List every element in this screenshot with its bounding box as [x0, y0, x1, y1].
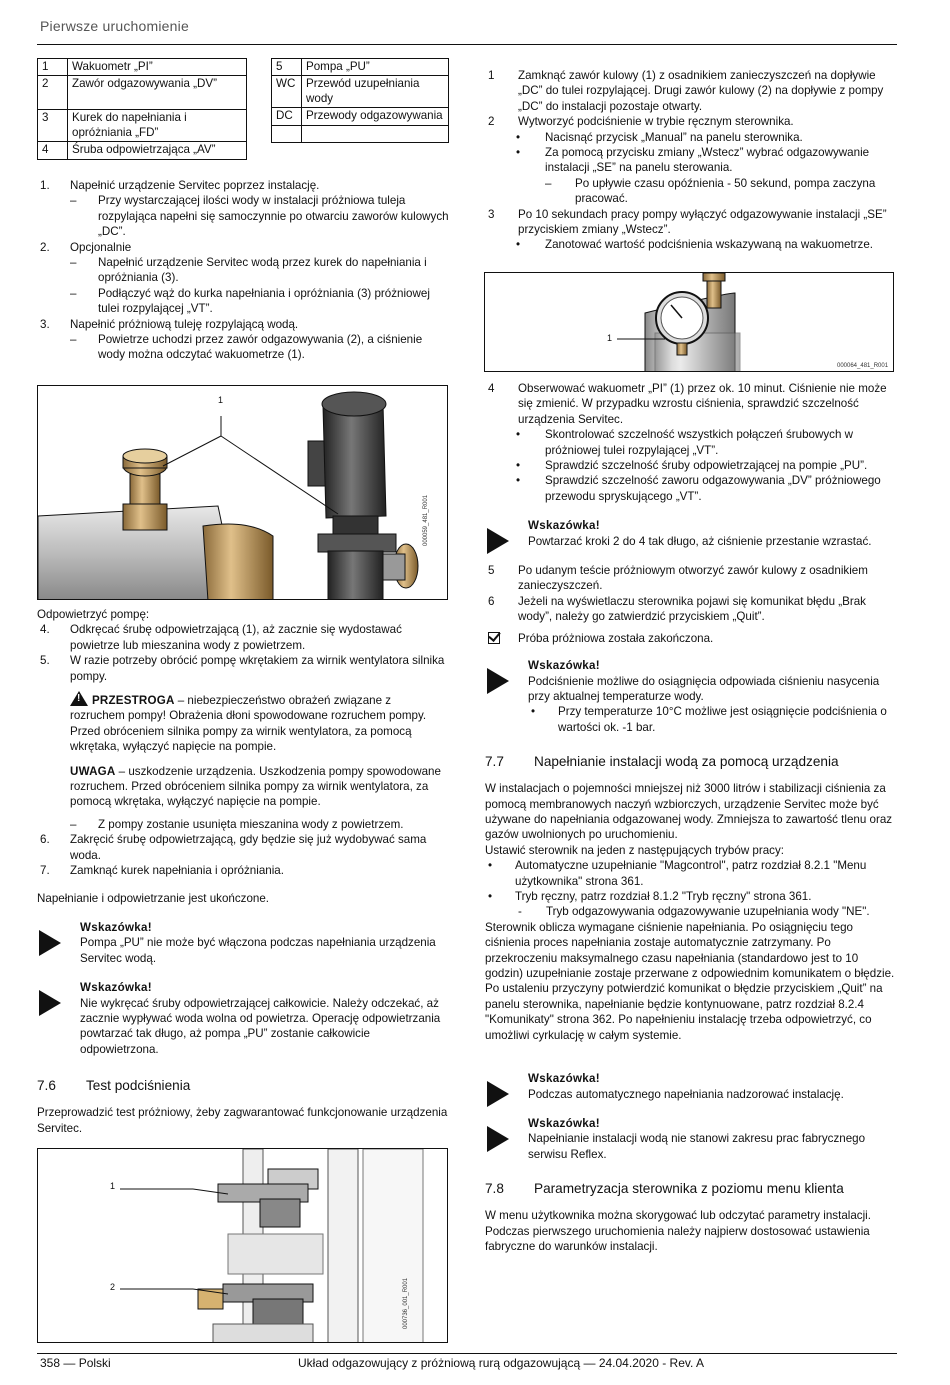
- section-number: 7.6: [37, 1078, 56, 1094]
- step-text: W razie potrzeby obrócić pompę wkrętakiem za wirnik wentylatora silnika pompy.: [70, 654, 445, 683]
- step-text: Po udanym teście próżniowym otworzyć zawór kulowy z osadnikiem zanieczyszczeń.: [518, 564, 868, 593]
- figure-vacuum-gauge: [484, 272, 894, 372]
- section-7-6-heading: [37, 1077, 449, 1095]
- figure-code: 000059_481_R001: [423, 494, 429, 546]
- note-title: Wskazówka!: [528, 519, 600, 533]
- step-number: 2.: [40, 240, 50, 254]
- section-title: Test podciśnienia: [86, 1078, 191, 1094]
- section-number: 7.7: [485, 754, 504, 770]
- step-r4-bullet-1: • Skontrolować szczelność wszystkich połączeń śrubowych w próżniowej tulei rozpylającej „VT”.: [516, 428, 853, 457]
- section-7-8-text: W menu użytkownika można skorygować lub odczytać parametry instalacji. Podczas pierwszego uruchomienia należy najpierw dostosować ustawienia fabryczne do warunków instalacji.: [485, 1209, 871, 1254]
- step-6: [37, 832, 449, 863]
- figure-code: 000736_001_R001: [403, 1277, 409, 1329]
- notice-block: [37, 764, 449, 810]
- table-row: [272, 125, 449, 142]
- note-4: [485, 658, 897, 735]
- table-row: [272, 76, 449, 108]
- detail-text: Przy wystarczającej ilości wody w instalacji próżniowa tuleja rozpylająca napełni się samoczynnie po otwarciu zaworów kulowych „DC”.: [98, 194, 449, 239]
- legend-text: Pompa „PU”: [302, 59, 449, 76]
- bullet-text: Nacisnąć przycisk „Manual” na panelu sterownika.: [545, 130, 803, 144]
- section-7-7-bullet-1: • Automatyczne uzupełnianie "Magcontrol", patrz rozdział 8.2.1 "Menu użytkownika" strona 361.: [488, 859, 867, 888]
- right-column: [485, 68, 897, 253]
- step-r2-bullet-2: • Za pomocą przycisku zmiany „Wstecz” wybrać odgazowywanie instalacji „SE” na panelu sterowania.: [516, 146, 870, 175]
- step-number: 4.: [40, 623, 50, 637]
- table-row: [38, 142, 247, 159]
- note-title: Wskazówka!: [80, 981, 152, 995]
- step-1: [37, 178, 449, 193]
- notice-label: UWAGA: [70, 764, 116, 778]
- detail-text: Po upływie czasu opóźnienia - 50 sekund, pompa zaczyna pracować.: [575, 176, 876, 206]
- vacuum-test-illustration: [38, 1149, 448, 1343]
- footer-document-title: Układ odgazowujący z próżniową rurą odgazowującą — 24.04.2020 - Rev. A: [298, 1356, 705, 1370]
- step-text: Zamknąć zawór kulowy (1) z osadnikiem zanieczyszczeń na dopływie „DC” do tulei rozpylającej. Drugi zawór kulowy (2) na dopływie z pompy „DC” do instalacji pozostaje otwarty.: [518, 69, 884, 113]
- figure-vacuum-test: [37, 1148, 448, 1343]
- figure-callout-1: 1: [110, 1181, 116, 1191]
- result-line: [485, 631, 897, 646]
- section-7-8-heading: [485, 1180, 897, 1198]
- section-7-7-bullet-2: • Tryb ręczny, patrz rozdział 8.1.2 "Tryb ręczny" strona 361.: [488, 890, 812, 904]
- detail-text: Powietrze uchodzi przez zawór odgazowywania (2), a ciśnienie wody można odczytać wakuometrze (1).: [98, 333, 423, 362]
- detail-text: Z pompy zostanie usunięta mieszanina wody z powietrzem.: [98, 817, 404, 831]
- note-text: Nie wykręcać śruby odpowietrzającej całkowicie. Należy odczekać, aż zacznie wypływać woda wolna od powietrza. Operację odpowietrzania powtarzać tak długo, aż pompa „PU” zostanie całkowicie odpowietrzona.: [80, 996, 441, 1056]
- note-arrow-icon: [487, 1081, 509, 1107]
- caution-label: PRZESTROGA: [92, 694, 175, 708]
- bullet-text: Za pomocą przycisku zmiany „Wstecz” wybrać odgazowywanie instalacji „SE” na panelu sterowania.: [545, 146, 870, 175]
- legend-text: [302, 125, 449, 142]
- step-4: [37, 622, 449, 653]
- note-5: [485, 1071, 897, 1102]
- step-r2-detail: – Po upływie czasu opóźnienia - 50 sekund, pompa zaczyna pracować.: [545, 176, 876, 206]
- step-3: [37, 317, 449, 332]
- step-r4-bullet-2: • Sprawdzić szczelność śruby odpowietrzającej na pompie „PU”.: [516, 459, 868, 473]
- step-number: 1.: [40, 179, 50, 192]
- note-arrow-icon: [487, 668, 509, 694]
- step-r5: [485, 563, 897, 594]
- figure-pump: [37, 385, 448, 600]
- table-row: [38, 110, 247, 142]
- legend-text: Zawór odgazowywania „DV”: [68, 76, 247, 110]
- note-arrow-icon: [487, 1126, 509, 1152]
- note-4-bullet: • Przy temperaturze 10°C możliwe jest osiągnięcie podciśnienia o wartości ok. -1 bar.: [531, 705, 887, 734]
- step-r6: [485, 594, 897, 625]
- step-text: Obserwować wakuometr „PI” (1) przez ok. 10 minut. Ciśnienie nie może się zmienić. W przypadku wzrostu ciśnienia, sprawdzić szczelność urządzenia Servitec.: [518, 382, 887, 426]
- section-7-7-heading: [485, 753, 897, 771]
- detail-text: Podłączyć wąż do kurka napełniania i opróżniania (3) próżniowej tulei rozpylającej „VT”.: [98, 286, 430, 316]
- table-row: [272, 59, 449, 76]
- step-text: Zamknąć kurek napełniania i opróżniania.: [70, 864, 284, 878]
- note-title: Wskazówka!: [528, 1072, 600, 1086]
- legend-num: WC: [272, 76, 302, 108]
- section-7-7-para-2: Ustawić sterownik na jeden z następujących trybów pracy:: [485, 843, 784, 857]
- warning-icon: !: [70, 691, 88, 706]
- step-number: 3: [488, 207, 495, 221]
- note-arrow-icon: [39, 930, 61, 956]
- section-7-7-para-3: Sterownik oblicza wymagane ciśnienie napełniania. Po osiągnięciu tego ciśnienia proces napełniania zostaje automatycznie zatrzymany. Po przekroczeniu maksymalnego czasu napełniania (standardowo jest to 10 godzin) uzupełnianie zostaje przerwane z odpowiednim komunikatem o błędzie. Po ustaleniu przyczyny potwierdzić komunikat o błędzie przyciskiem „Quit” na panelu sterownika, napełnianie będzie kontynuowane, patrz rozdział 8.2.4 "Komunikaty" strona 362. Po napełnieniu instalację trzeba odpowietrzyć, co umożliwi cyrkulację w całym systemie.: [485, 920, 895, 1042]
- result-text: Próba próżniowa została zakończona.: [518, 631, 714, 645]
- step-text: Jeżeli na wyświetlaczu sterownika pojawi się komunikat błędu „Brak wody”, należy go zatwierdzić przyciskiem „Quit”.: [518, 594, 866, 624]
- notice-text: – uszkodzenie urządzenia. Uszkodzenia pompy spowodowane rozruchem. Przed obróceniem silnika pompy za wirnik wentylatora, za pomocą wkrętaka, wyłączyć napięcie na pompie.: [70, 764, 441, 809]
- bullet-text: Tryb ręczny, patrz rozdział 8.1.2 "Tryb ręczny" strona 361.: [515, 890, 812, 904]
- section-7-7-detail: - Tryb odgazowywania odgazowywanie uzupełniania wody "NE".: [518, 905, 870, 919]
- legend-table-b: [271, 58, 449, 143]
- note-arrow-icon: [39, 990, 61, 1016]
- step-2-detail-2: – Podłączyć wąż do kurka napełniania i opróżniania (3) próżniowej tulei rozpylającej „VT”.: [70, 286, 430, 316]
- step-number: 7.: [40, 864, 50, 878]
- legend-text: Kurek do napełniania i opróżniania „FD”: [68, 110, 247, 142]
- legend-text: Śruba odpowietrzająca „AV”: [68, 142, 247, 159]
- note-title: Wskazówka!: [528, 1116, 600, 1130]
- figure-callout-2: 2: [110, 1282, 116, 1292]
- legend-num: DC: [272, 108, 302, 125]
- step-text: Po 10 sekundach pracy pompy wyłączyć odgazowywanie instalacji „SE” przyciskiem zmiany „Wstecz”.: [518, 207, 887, 237]
- table-row: [272, 108, 449, 125]
- note-text: Napełnianie instalacji wodą nie stanowi zakresu prac fabrycznego serwisu Reflex.: [528, 1132, 866, 1161]
- figure-callout-1: 1: [607, 333, 613, 343]
- step-number: 2: [488, 115, 495, 129]
- caution-text: – niebezpieczeństwo obrażeń związane z rozruchem pompy! Obrażenia dłoni spowodowane rozruchem pompy. Przed obróceniem silnika pompy za wirnik wentylatora, za pomocą wkrętaka, wyłączyć napięcie na pompie.: [70, 694, 427, 754]
- pump-illustration: [38, 386, 448, 600]
- step-r1: [485, 68, 897, 114]
- legend-num: [272, 125, 302, 142]
- bullet-text: Automatyczne uzupełnianie "Magcontrol", patrz rozdział 8.2.1 "Menu użytkownika" strona 361.: [515, 859, 867, 888]
- legend-table-a: [37, 58, 247, 160]
- step-text: Opcjonalnie: [70, 240, 132, 254]
- bullet-text: Sprawdzić szczelność zaworu odgazowywania „DV” próżniowego przewodu spryskującego „VT”.: [545, 474, 881, 503]
- right-column-lower: [485, 381, 897, 1254]
- gauge-illustration: [485, 273, 894, 372]
- caution-block: [37, 691, 449, 755]
- legend-num: 4: [38, 142, 68, 159]
- note-6: [485, 1116, 897, 1162]
- step-r2: [485, 114, 897, 129]
- section-7-6-text: Przeprowadzić test próżniowy, żeby zagwarantować funkcjonowanie urządzenia Servitec.: [37, 1106, 448, 1135]
- filling-done-text: Napełnianie i odpowietrzanie jest ukończone.: [37, 891, 270, 905]
- step-7: [37, 863, 449, 878]
- legend-num: 2: [38, 76, 68, 110]
- step-number: 5: [488, 564, 495, 578]
- footer-page-number: 358 — Polski: [40, 1356, 111, 1370]
- step-5-detail: – Z pompy zostanie usunięta mieszanina wody z powietrzem.: [70, 817, 404, 831]
- bullet-text: Skontrolować szczelność wszystkich połączeń śrubowych w próżniowej tulei rozpylającej „VT”.: [545, 428, 853, 457]
- step-r3: [485, 207, 897, 238]
- step-text: Napełnić urządzenie Servitec poprzez instalację.: [70, 179, 320, 192]
- legend-text: Przewód uzupełniania wody: [302, 76, 449, 108]
- section-title: Parametryzacja sterownika z poziomu menu klienta: [534, 1181, 844, 1197]
- step-number: 3.: [40, 317, 50, 331]
- note-text: Pompa „PU” nie może być włączona podczas napełniania urządzenia Servitec wodą.: [80, 936, 436, 965]
- left-column-lower: [37, 607, 449, 1136]
- section-title: Napełnianie instalacji wodą za pomocą urządzenia: [534, 754, 839, 770]
- step-number: 6.: [40, 833, 50, 847]
- step-number: 1: [488, 69, 495, 82]
- step-2-detail-1: – Napełnić urządzenie Servitec wodą przez kurek do napełniania i opróżniania (3).: [70, 256, 427, 285]
- section-number: 7.8: [485, 1181, 504, 1197]
- note-2: [37, 980, 449, 1057]
- section-7-7-para-1: W instalacjach o pojemności mniejszej niż 3000 litrów i stabilizacji ciśnienia za pomocą membranowych naczyń wzbiorczych, urządzenie Servitec może być używane do napełniania odgazowanej wody. Zmniejsza to zawartość tlenu oraz gazów uwolnionych po uruchomieniu.: [485, 782, 893, 842]
- bullet-text: Zanotować wartość podciśnienia wskazywaną na wakuometrze.: [545, 238, 874, 252]
- legend-num: 5: [272, 59, 302, 76]
- step-r4-bullet-3: • Sprawdzić szczelność zaworu odgazowywania „DV” próżniowego przewodu spryskującego „VT”.: [516, 474, 881, 503]
- step-3-detail: – Powietrze uchodzi przez zawór odgazowywania (2), a ciśnienie wody można odczytać wakuometrze (1).: [70, 333, 423, 362]
- step-text: Wytworzyć podciśnienie w trybie ręcznym sterownika.: [518, 115, 794, 129]
- detail-text: Napełnić urządzenie Servitec wodą przez kurek do napełniania i opróżniania (3).: [98, 256, 427, 285]
- legend-num: 3: [38, 110, 68, 142]
- step-text: Napełnić próżniową tuleję rozpylającą wodą.: [70, 317, 299, 331]
- step-r3-bullet: • Zanotować wartość podciśnienia wskazywaną na wakuometrze.: [516, 238, 874, 252]
- note-text: Podczas automatycznego napełniania nadzorować instalację.: [528, 1087, 844, 1101]
- page-header-title: Pierwsze uruchomienie: [40, 18, 189, 34]
- step-r2-bullet-1: • Nacisnąć przycisk „Manual” na panelu sterownika.: [516, 130, 803, 144]
- bullet-text: Przy temperaturze 10°C możliwe jest osiągnięcie podciśnienia o wartości ok. -1 bar.: [558, 705, 887, 734]
- legend-num: 1: [38, 59, 68, 76]
- note-3: [485, 518, 897, 549]
- figure-code: 000064_481_R001: [837, 363, 889, 369]
- header-rule: [37, 44, 897, 45]
- footer-rule: [37, 1353, 897, 1354]
- figure-callout-1: 1: [218, 395, 224, 405]
- note-1: [37, 920, 449, 966]
- step-1-detail: – Przy wystarczającej ilości wody w instalacji próżniowa tuleja rozpylająca napełni się samoczynnie po otwarciu zaworów kulowych „DC”.: [70, 194, 449, 239]
- legend-text: Przewody odgazowywania: [302, 108, 449, 125]
- table-row: [38, 76, 247, 110]
- note-text: Podciśnienie możliwe do osiągnięcia odpowiada ciśnieniu nasycenia przy aktualnej temperaturze wody.: [528, 674, 880, 703]
- table-row: [38, 59, 247, 76]
- legend-text: Wakuometr „PI”: [68, 59, 247, 76]
- step-2: [37, 240, 449, 255]
- bullet-text: Sprawdzić szczelność śruby odpowietrzającej na pompie „PU”.: [545, 459, 868, 473]
- note-text: Powtarzać kroki 2 do 4 tak długo, aż ciśnienie przestanie wzrastać.: [528, 534, 872, 548]
- note-title: Wskazówka!: [80, 920, 152, 934]
- step-r4: [485, 381, 897, 427]
- note-title: Wskazówka!: [528, 659, 600, 673]
- step-5: [37, 653, 449, 684]
- checkbox-checked-icon: [488, 632, 500, 644]
- step-number: 6: [488, 594, 495, 608]
- detail-text: Tryb odgazowywania odgazowywanie uzupełniania wody "NE".: [546, 905, 870, 919]
- step-number: 5.: [40, 654, 50, 668]
- note-arrow-icon: [487, 528, 509, 554]
- left-column: [37, 178, 449, 363]
- step-number: 4: [488, 382, 495, 395]
- step-text: Odkręcać śrubę odpowietrzającą (1), aż zacznie się wydostawać powietrze lub mieszanina wody z powietrzem.: [70, 623, 402, 652]
- step-text: Zakręcić śrubę odpowietrzającą, gdy będzie się już wydobywać sama woda.: [70, 833, 427, 862]
- vent-title: Odpowietrzyć pompę:: [37, 608, 150, 621]
